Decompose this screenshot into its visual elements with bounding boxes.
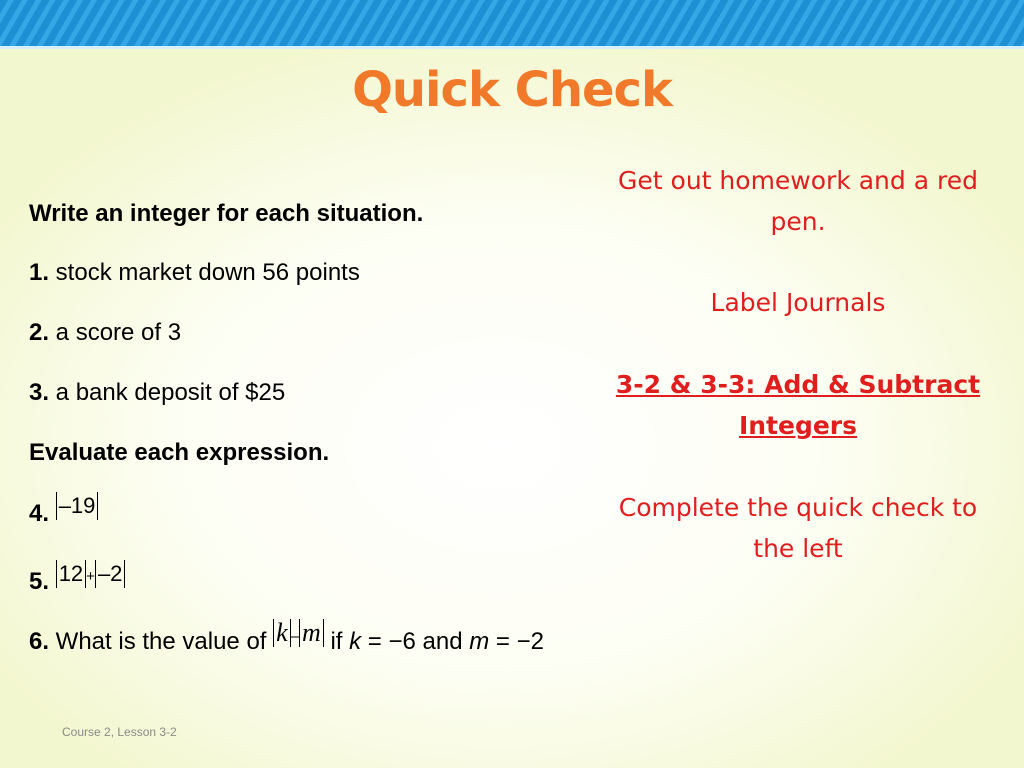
- instruction-homework: Get out homework and a red pen.: [618, 166, 978, 236]
- lesson-title: 3-2 & 3-3: Add & Subtract Integers: [615, 370, 981, 440]
- question-5: [29, 561, 125, 596]
- question-number: 5.: [29, 568, 50, 595]
- absolute-value-expression: –19: [56, 492, 99, 520]
- question-text: a score of 3: [49, 319, 182, 346]
- question-1: [29, 259, 360, 287]
- heading-evaluate: Evaluate each expression.: [29, 439, 330, 466]
- question-number: 6.: [29, 628, 50, 655]
- question-text: stock market down 56 points: [49, 259, 360, 286]
- plus-operator: +: [86, 568, 95, 585]
- absolute-value-expression: k: [273, 619, 291, 647]
- variable-m: m: [469, 628, 490, 655]
- question-4: [29, 493, 98, 528]
- absolute-value-expression: 12: [56, 560, 86, 588]
- instruction-label-journals: Label Journals: [710, 288, 886, 317]
- minus-operator: –: [290, 628, 300, 645]
- condition-text: if: [323, 628, 350, 655]
- question-2: [29, 319, 181, 347]
- slide-title: Quick Check: [352, 62, 672, 118]
- question-6: [29, 618, 544, 656]
- question-text: What is the value of: [49, 628, 274, 655]
- instruction-quick-check: Complete the quick check to the left: [618, 493, 978, 563]
- heading-write-integer: Write an integer for each situation.: [29, 200, 424, 227]
- question-number: 3.: [29, 379, 50, 406]
- variable-k: k: [349, 628, 362, 655]
- condition-value: = −2: [489, 628, 544, 655]
- question-number: 1.: [29, 259, 50, 286]
- absolute-value-expression: m: [299, 619, 324, 647]
- question-number: 2.: [29, 319, 50, 346]
- footer-course-label: Course 2, Lesson 3-2: [62, 725, 177, 739]
- absolute-value-expression: –2: [95, 560, 125, 588]
- question-number: 4.: [29, 500, 50, 527]
- header-stripe-bar: [0, 0, 1024, 49]
- question-3: [29, 379, 285, 407]
- question-text: a bank deposit of $25: [49, 379, 286, 406]
- condition-value: = −6 and: [361, 628, 470, 655]
